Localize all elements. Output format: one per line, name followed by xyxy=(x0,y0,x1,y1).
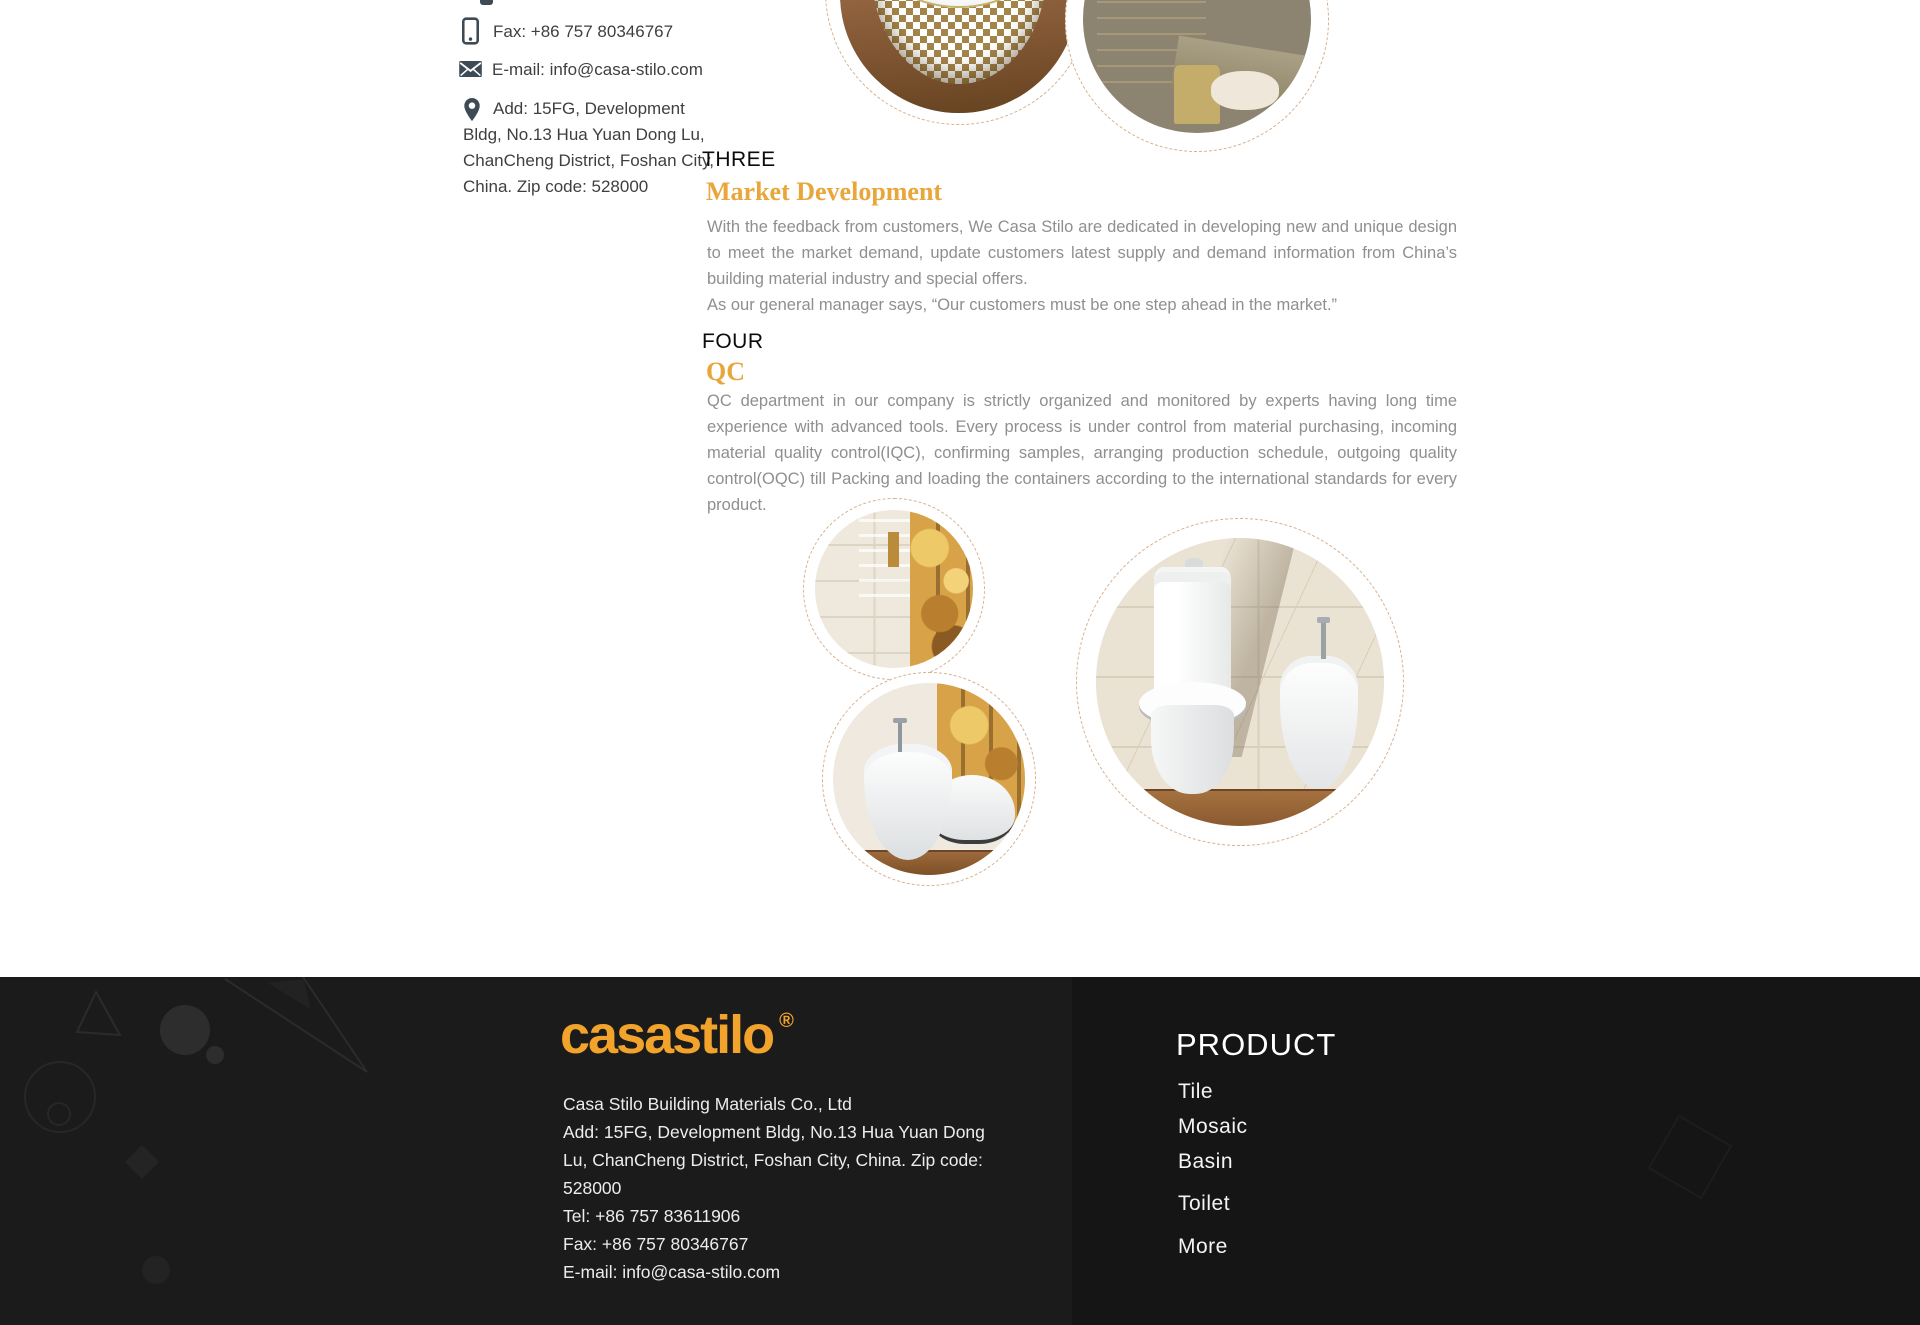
footer-link-toilet[interactable]: Toilet xyxy=(1178,1192,1231,1215)
white-bidet xyxy=(864,744,952,859)
bathroom-mirror-window-photo xyxy=(815,510,973,668)
footer-address-line: 528000 xyxy=(563,1178,622,1198)
footer-link-mosaic[interactable]: Mosaic xyxy=(1178,1115,1248,1138)
chrome-faucet xyxy=(898,718,902,752)
sink xyxy=(1211,71,1279,110)
footer-tel: Tel: +86 757 83611906 xyxy=(563,1206,741,1226)
chrome-faucet xyxy=(1321,617,1326,659)
envelope-icon xyxy=(459,61,482,82)
section-paragraph: With the feedback from customers, We Casa Stilo are dedicated in developing new and unique design to meet the market demand, update customers latest supply and demand information from China’s building material industry and special offers. xyxy=(707,218,1457,288)
section-paragraph: As our general manager says, “Our customers must be one step ahead in the market.” xyxy=(707,296,1338,314)
section-title: Market Development xyxy=(706,177,943,206)
casastilo-logo[interactable] xyxy=(560,1004,794,1066)
shelf-bottle xyxy=(888,532,899,567)
contact-address-line: Bldg, No.13 Hua Yuan Dong Lu, xyxy=(463,125,705,144)
footer-company-name: Casa Stilo Building Materials Co., Ltd xyxy=(563,1094,852,1114)
contact-email[interactable]: E-mail: info@casa-stilo.com xyxy=(492,60,703,79)
section-number: THREE xyxy=(702,148,776,171)
contact-fax: Fax: +86 757 80346767 xyxy=(493,22,674,41)
footer-address-line: Add: 15FG, Development Bldg, No.13 Hua Yuan Dong xyxy=(563,1122,985,1142)
autumn-window xyxy=(910,510,973,668)
cropped-phone-icon xyxy=(480,0,493,5)
registered-trademark-icon: ® xyxy=(779,1010,794,1032)
footer-link-basin[interactable]: Basin xyxy=(1178,1150,1234,1173)
toilet-and-bidet-photo xyxy=(1096,538,1384,826)
contact-address-line: Add: 15FG, Development xyxy=(493,99,685,118)
bidet-and-toilet-photo xyxy=(833,683,1025,875)
white-bidet xyxy=(1280,656,1358,788)
footer-link-tile[interactable]: Tile xyxy=(1178,1080,1214,1103)
wood-floor xyxy=(833,850,1025,875)
footer-link-more[interactable]: More xyxy=(1178,1235,1228,1258)
logo-text: casastilo xyxy=(560,1005,774,1065)
mosaic-countertop-basin-photo xyxy=(840,0,1078,113)
footer-address-line: Lu, ChanCheng District, Foshan City, China. Zip code: xyxy=(563,1150,983,1170)
section-title: QC xyxy=(706,357,745,386)
footer-product-heading: PRODUCT xyxy=(1176,1027,1337,1062)
mirror-cabinet xyxy=(859,518,911,597)
location-pin-icon xyxy=(463,97,481,127)
contact-address-line: China. Zip code: 528000 xyxy=(463,177,649,196)
contact-address-line: ChanCheng District, Foshan City, xyxy=(463,151,715,170)
mobile-phone-icon xyxy=(462,17,479,50)
section-number: FOUR xyxy=(702,330,764,353)
toilet-tank xyxy=(1154,567,1232,694)
wood-floor xyxy=(1096,789,1384,826)
section-paragraph: QC department in our company is strictly organized and monitored by experts having long time experience with advanced tools. Every process is under control from material purchasing, incoming material quality control(IQC), confirming samples, arranging production schedule, outgoing quality control(OQC) till Packing and loading the containers according to the international standards for every product. xyxy=(707,392,1457,514)
footer-fax: Fax: +86 757 80346767 xyxy=(563,1234,749,1254)
footer-email[interactable]: E-mail: info@casa-stilo.com xyxy=(563,1262,781,1282)
bowl-interior xyxy=(880,0,1038,8)
flowers xyxy=(1192,0,1288,14)
toilet-base xyxy=(1151,705,1235,794)
